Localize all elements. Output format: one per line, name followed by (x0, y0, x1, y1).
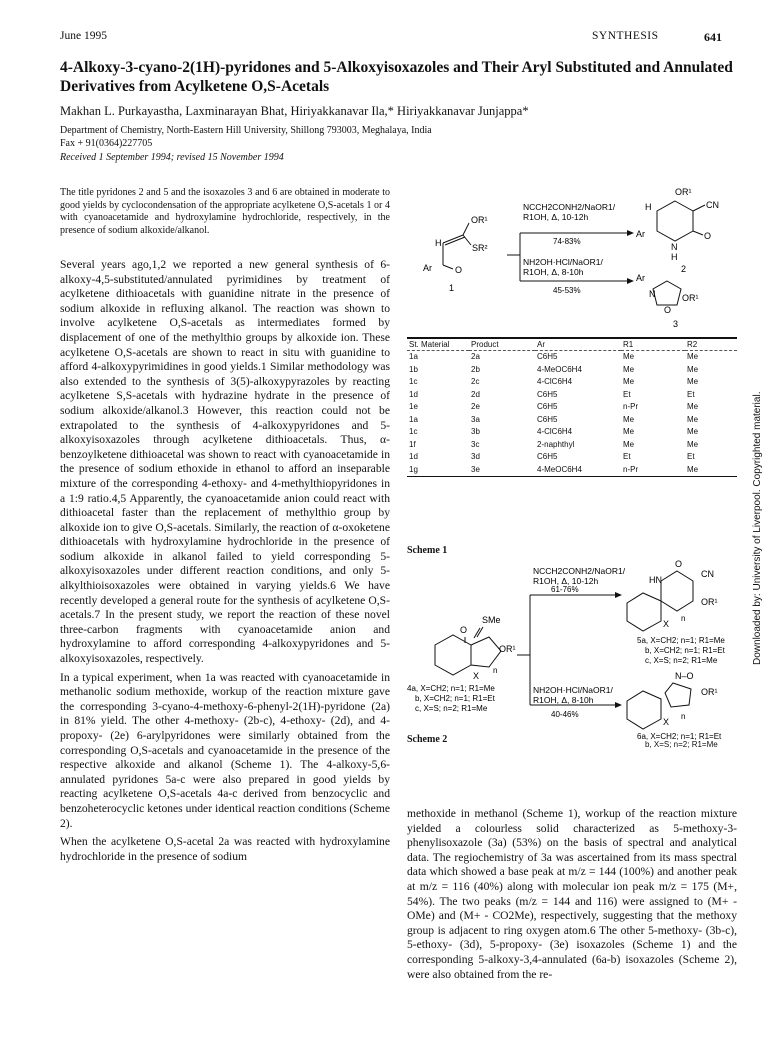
scheme1-or1-p3: OR¹ (682, 293, 699, 303)
table-cell: Me (623, 427, 635, 436)
affiliation-address: Department of Chemistry, North-Eastern Hill University, Shillong 793003, Meghalaya, India (60, 125, 432, 136)
scheme1-ar-sm: Ar (423, 263, 432, 273)
table-cell: 1a (409, 414, 418, 424)
scheme2-p6-label-b: b, X=S; n=2; R1=Me (645, 740, 718, 749)
table-cell: 1e (409, 402, 418, 411)
scheme1-reagent-bottom-2: R1OH, Δ, 8-10h (523, 267, 584, 277)
col-r1: R1 (623, 340, 634, 349)
table-row (407, 389, 737, 402)
table-cell: n-Pr (623, 402, 639, 411)
scheme1-reagent-bottom-1: NH2OH·HCl/NaOR1/ (523, 257, 603, 267)
scheme2-label: Scheme 2 (407, 734, 448, 745)
table-cell: C6H5 (537, 402, 558, 411)
table-cell: 1a (409, 352, 418, 361)
scheme2-reagent-bottom-2: R1OH, Δ, 8-10h (533, 695, 594, 705)
table-cell: 4-ClC6H4 (537, 427, 573, 436)
scheme2-yield-top: 61-76% (551, 585, 579, 594)
affiliation (60, 124, 432, 150)
scheme2-x: X (473, 671, 480, 681)
col-product: Product (471, 340, 499, 349)
table-cell: 2b (471, 364, 480, 374)
scheme2-sm-label-a: 4a, X=CH2; n=1; R1=Me (407, 684, 495, 693)
table-row (407, 439, 737, 452)
paragraph-isoxazole: When the acylketene O,S-acetal 2a was reacted with hydroxylamine hydrochloride in the presence of sodium (60, 835, 390, 863)
table-cell: 3d (471, 452, 480, 461)
scheme1-table-rule (407, 337, 737, 338)
table-cell: 1c (409, 377, 418, 386)
table-row (407, 451, 737, 464)
journal-name: SYNTHESIS (592, 30, 659, 42)
table-cell: 1b (409, 364, 418, 374)
col-st-material: St. Material (409, 340, 450, 349)
table-cell: 1g (409, 464, 418, 474)
scheme2-p6-label-a: 6a, X=CH2; n=1; R1=Et (637, 732, 722, 741)
scheme2-x-p5: X (663, 619, 670, 629)
scheme2-sme: SMe (482, 615, 501, 625)
table-cell: 2-naphthyl (537, 439, 575, 449)
scheme2-o: O (460, 625, 468, 635)
paragraph-intro: Several years ago,1,2 we reported a new general synthesis of 6-alkoxy-4,5-substituted/annulated pyrimidines by treatment of acylketene dithioacetals with guanidine nitrate in the presence of sodium alkoxide in refluxing alkanol. The reaction was shown to involve acylketene O,S-acetals as intermediates formed by displacement of one of the methylthio groups by alkoxide ion. These acylketene O,S-acetals are shown to react in situ with guanidine to afford 4-alkoxypyrimidines in good yields.1 Similar methodology was also extended to the synthesis of 3(5)-alkoxypyrazoles by reacting acylketene S,S-acetals with hydrazine hydrate in the presence of sodium alkoxide/alkanol.3 However, this reaction could not be extrapolated to the synthesis of 4-alkoxypyridones and 5-alkoxyisoxazoles through acylketene dithioacetals. Thus, α-benzoylketene dithioacetal was shown to react with cyanoacetamide in the presence of sodium ethoxide in ethanol to afford an inseparable mixture of the corresponding 4-ethoxy- and 4-methylthiopyridones in a 1:9 ratio.4,5 Apparently, the cyanoacetamide anion could react with dithioacetal faster than the replacement of methylthio group by alkoxide ion to give O,S-acetals. Similarly, the reaction of α-oxoketene dithioacetals with hydroxylamine hydrochloride in the presence of sodium alkoxide in alkanol failed to yield corresponding 5-alkoxyisoxazoles under different reaction conditions, and only 5-alkylthioisoxazoles were obtained in varying yields.6 We have recently developed a general route for the synthesis of acylketene O,S-acetals.7 In the present study, we report the reaction of these novel three-carbon fragments with cyanoacetamide anion and hydroxylamine to afford corresponding 4-alkoxypyridones and 5-alkoxyisoxazoles, respectively. (60, 258, 390, 666)
table-cell: Me (687, 439, 699, 449)
scheme2-drawing (405, 555, 740, 740)
scheme1-or1-sm: OR¹ (471, 215, 488, 225)
scheme2-p5-label-b: b, X=CH2; n=1; R1=Et (645, 646, 725, 655)
table-cell: Me (623, 352, 635, 361)
scheme2-cn-p5: CN (701, 569, 714, 579)
scheme1-sr2: SR² (472, 243, 488, 253)
table-cell: Me (623, 414, 635, 424)
abstract: The title pyridones 2 and 5 and the isoxazoles 3 and 6 are obtained in moderate to good yields by cyclocondensation of the appropriate acylketene O,S-acetals 1 or 4 with cyanoacetamide and hydroxylamine hydrochloride, respectively, in the presence of sodium alkoxide/alkanol. (60, 187, 390, 236)
table-cell: 2e (471, 402, 480, 411)
table-cell: 2d (471, 389, 480, 399)
table-cell: 3b (471, 427, 480, 436)
paragraph-experiment: In a typical experiment, when 1a was reacted with cyanoacetamide in methanolic sodium methoxide, workup of the reaction mixture gave the corresponding 3-cyano-4-methoxy-6-phenyl-2(1H)-pyridone (2a) in 81% yield. The other 4-methoxy- (2b-c), 4-ethoxy- (2d), and 4-propoxy- (2e) 6-arylpyridones were similarly obtained from the corresponding O,S-acetals and cyanoacetamide in the presence of the respective alkoxide and alkanol (Scheme 1). The 4-alkoxy-5,6-annulated pyridones 5a-c were also prepared in good yields by reacting acylketene O,S-acetals 4a-c derived from benzocyclic and benzoheterocyclic ketones under identical reaction conditions (Scheme 2). (60, 670, 390, 830)
scheme1-nh-p2: H (671, 252, 678, 262)
table-cell: 2c (471, 377, 480, 386)
article-title: 4-Alkoxy-3-cyano-2(1H)-pyridones and 5-Alkoxyisoxazoles and Their Aryl Substituted and Annulated Derivatives from Acylketene O,S-Acetals (60, 59, 733, 95)
scheme2-n: n (493, 666, 498, 675)
table-cell: Me (687, 464, 699, 474)
table-cell: Et (687, 452, 695, 461)
table-cell: 1d (409, 452, 418, 461)
table-cell: Me (687, 427, 699, 436)
col-ar: Ar (537, 340, 545, 349)
scheme2-or1-p6: OR¹ (701, 687, 718, 697)
scheme1-h-sm: H (435, 238, 442, 248)
scheme1-ar-p3: Ar (636, 273, 645, 283)
table-cell: 3c (471, 439, 480, 449)
table-row (407, 464, 737, 477)
issue-date: June 1995 (60, 30, 107, 42)
scheme2-reagent-top-1: NCCH2CONH2/NaOR1/ (533, 566, 626, 576)
received-date: Received 1 September 1994; revised 15 November 1994 (60, 152, 284, 163)
scheme1-n-p3: N (649, 289, 656, 299)
body-left-column (60, 258, 390, 864)
scheme2-reagent-bottom-1: NH2OH·HCl/NaOR1/ (533, 685, 613, 695)
table-cell: C6H5 (537, 389, 558, 399)
table-row (407, 351, 737, 364)
table-cell: Me (623, 377, 635, 386)
scheme1-label-3: 3 (673, 319, 679, 329)
download-watermark: Downloaded by: University of Liverpool. Copyrighted material. (752, 391, 763, 665)
scheme2-sm-label-b: b, X=CH2; n=1; R1=Et (415, 694, 495, 703)
scheme1-o-p3: O (664, 305, 672, 315)
scheme1-drawing (405, 185, 740, 329)
table-cell: Me (687, 414, 699, 424)
scheme2-n-p5: n (681, 614, 686, 623)
table-cell: 2a (471, 352, 480, 361)
table-cell: 4-ClC6H4 (537, 377, 573, 386)
table-cell: n-Pr (623, 464, 639, 474)
table-cell: Et (623, 389, 631, 399)
table-cell: C6H5 (537, 414, 558, 424)
table-cell: C6H5 (537, 352, 558, 361)
scheme2-reagent-top-2: R1OH, Δ, 10-12h (533, 576, 599, 586)
scheme2-sm-label-c: c, X=S; n=2; R1=Me (415, 704, 488, 713)
scheme2-p5-label-a: 5a, X=CH2; n=1; R1=Me (637, 636, 725, 645)
scheme1-label-1: 1 (449, 283, 455, 293)
scheme1-label: Scheme 1 (407, 545, 448, 556)
table-cell: C6H5 (537, 452, 558, 461)
table-cell: 4-MeOC6H4 (537, 464, 582, 474)
scheme1-n-p2: N (671, 242, 678, 252)
scheme2-no-p6: N–O (675, 671, 694, 681)
scheme2-x-p6: X (663, 717, 670, 727)
table-cell: 1c (409, 427, 418, 436)
scheme2-o-p5: O (675, 559, 683, 569)
table-cell: 1d (409, 389, 418, 399)
scheme1-h-p2: H (645, 202, 652, 212)
scheme2-yield-bottom: 40-46% (551, 710, 579, 719)
table-cell: 3a (471, 414, 480, 424)
scheme2-hn-p5: HN (649, 575, 662, 585)
table-cell: Me (687, 402, 699, 411)
table-cell: 1f (409, 439, 416, 449)
body-right-column: methoxide in methanol (Scheme 1), workup of the reaction mixture yielded a colourless solid characterized as 5-methoxy-3-phenylisoxazole (3a) (53%) on the basis of spectral and analytical data. The regiochemistry of 3a was ascertained from its mass spectral data which showed a base peak at m/z = 144 (100%) and another peak at m/z = 116 (40%) along with molecular ion peak m/z = 175 (M+, 54%). The two peaks (m/z = 144 and 116) were assigned to (M+ - OMe) and (M+ - CO2Me), respectively, suggesting that the methoxy group is adjacent to ring oxygen atom.6 The other 5-methoxy- (3b-c), 5-ethoxy- (3d), 5-propoxy- (3e) isoxazoles (Scheme 1) and the corresponding 5-alkoxy-3,4-annulated (6a-b) isoxazoles (Scheme 2), were also obtained from the re- (407, 807, 737, 981)
scheme1-reagent-top-1: NCCH2CONH2/NaOR1/ (523, 202, 616, 212)
scheme2-n-p6: n (681, 712, 686, 721)
table-row (407, 426, 737, 439)
scheme2-or1-p5: OR¹ (701, 597, 718, 607)
table-cell: Et (687, 389, 695, 399)
table-cell: Me (687, 377, 699, 386)
table-cell: 4-MeOC6H4 (537, 364, 582, 374)
scheme1-table (407, 338, 737, 477)
scheme1-o-p2: O (704, 231, 712, 241)
table-cell: Et (623, 452, 631, 461)
scheme1-ar-p2: Ar (636, 229, 645, 239)
table-cell: Me (687, 364, 699, 374)
table-row (407, 414, 737, 427)
scheme1-yield-top: 74-83% (553, 237, 581, 246)
table-cell: Me (687, 352, 699, 361)
scheme1-yield-bottom: 45-53% (553, 286, 581, 295)
scheme1-o-sm: O (455, 265, 463, 275)
scheme2-or1: OR¹ (499, 644, 516, 654)
scheme2-p5-label-c: c, X=S; n=2; R1=Me (645, 656, 718, 665)
scheme1-cn-p2: CN (706, 200, 719, 210)
table-cell: 3e (471, 464, 480, 474)
table-cell: Me (623, 364, 635, 374)
page-number: 641 (704, 30, 722, 44)
scheme1-label-2: 2 (681, 264, 687, 274)
scheme1-or1-p2: OR¹ (675, 187, 692, 197)
col-r2: R2 (687, 340, 698, 349)
table-cell: Me (623, 439, 635, 449)
table-row (407, 376, 737, 389)
scheme1-reagent-top-2: R1OH, Δ, 10-12h (523, 212, 589, 222)
author-list: Makhan L. Purkayastha, Laxminarayan Bhat, Hiriyakkanavar Ila,* Hiriyakkanavar Junjappa* (60, 104, 529, 118)
affiliation-fax: Fax + 91(0364)227705 (60, 138, 153, 149)
table-row (407, 364, 737, 377)
table-row (407, 401, 737, 414)
